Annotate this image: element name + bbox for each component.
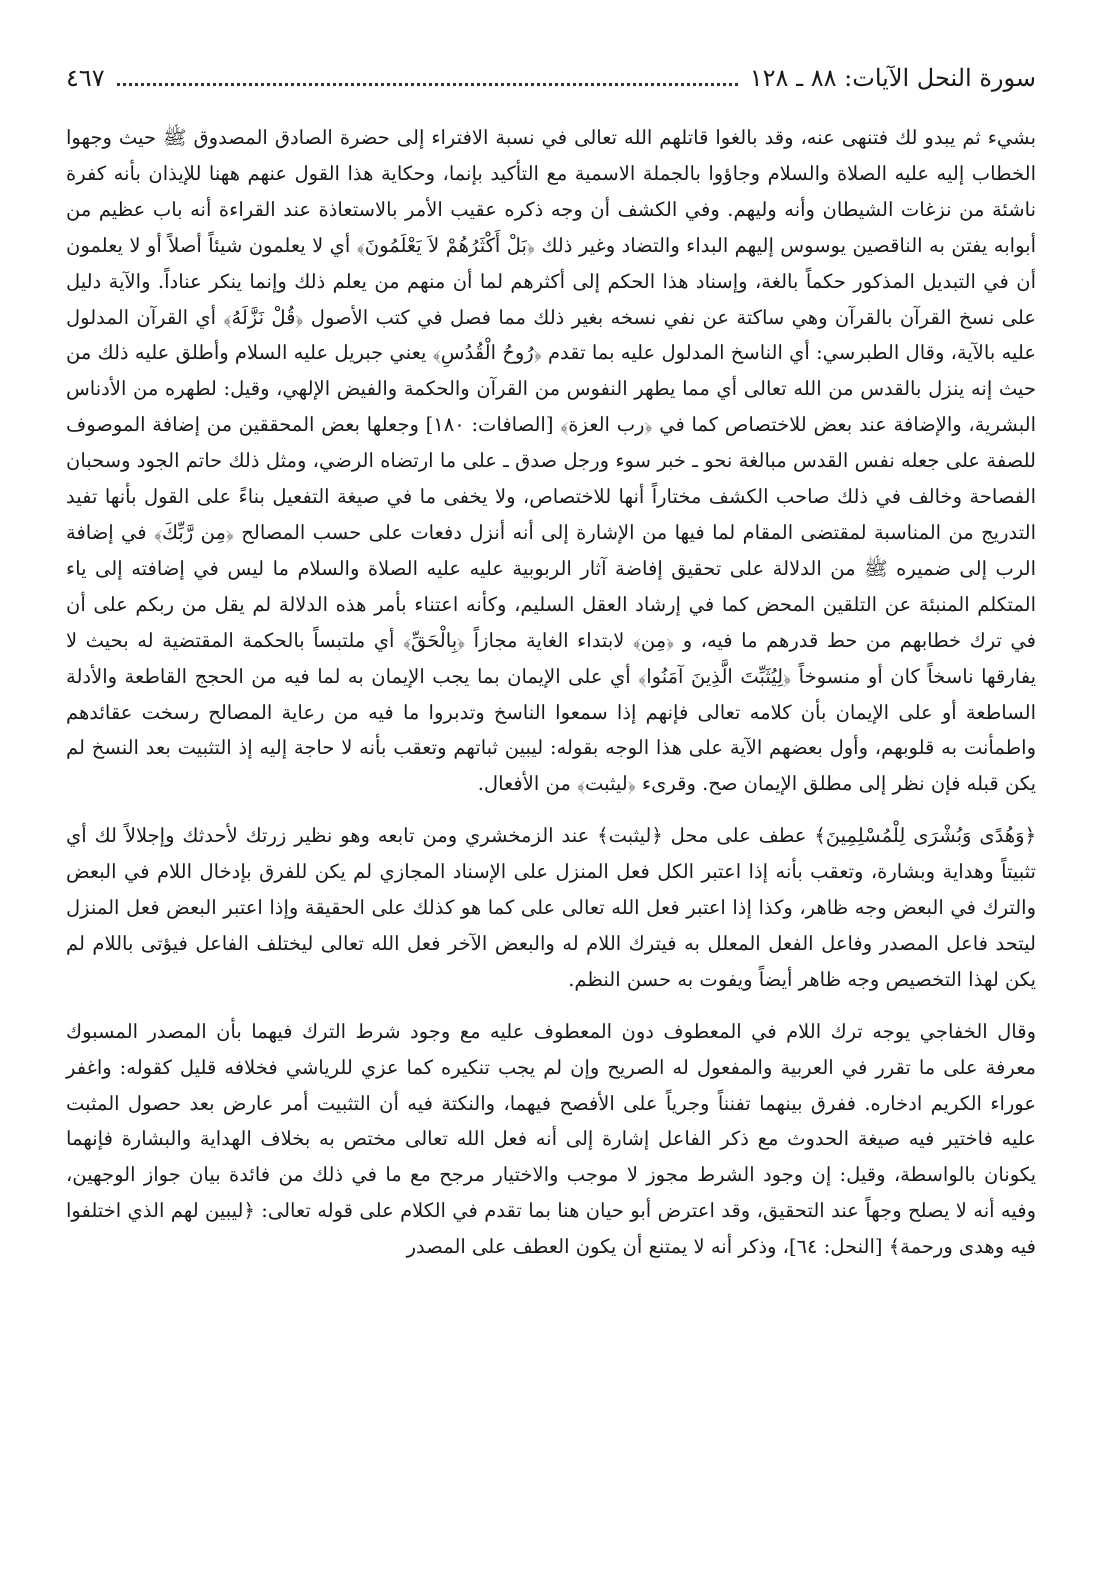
page-header — [66, 58, 1036, 98]
main-text — [66, 120, 1036, 1265]
page-number: ٤٦٧ — [66, 64, 105, 92]
paragraph-3: وقال الخفاجي يوجه ترك اللام في المعطوف دون المعطوف عليه مع وجود شرط الترك فيهما بأن المصدر المسبوك معرفة على ما تقرر في العربية والمفعول له الصريح وإن لم يجب تنكيره كما عزي للرياشي فخلافه قليل كقوله: واغفر عوراء الكريم ادخاره. ففرق بينهما تفنناً وجرياً على الأفصح فيهما، والنكتة فيه أن التثبيت أمر عارض بعد حصول المثبت عليه فاختير فيه صيغة الحدوث مع ذكر الفاعل إشارة إلى أنه فعل الله تعالى مختص به بخلاف الهداية والبشارة فإنهما يكونان بالواسطة، وقيل: إن وجود الشرط مجوز لا موجب والاختيار مرجح مع ما في ذلك من فائدة بيان جواز الوجهين، وفيه أنه لا يصلح وجهاً عند التحقيق، وقد اعترض أبو حيان هنا بما تقدم في الكلام على قوله تعالى: ﴿ليبين لهم الذي اختلفوا فيه وهدى ورحمة﴾ [النحل: ٦٤]، وذكر أنه لا يمتنع أن يكون العطف على المصدر — [66, 1019, 1036, 1259]
dotted-leader — [117, 83, 738, 86]
paragraph-1: بشيء ثم يبدو لك فتنهى عنه، وقد بالغوا قاتلهم الله تعالى في نسبة الافتراء إلى حضرة الصادق المصدوق ﷺ حيث وجهوا الخطاب إليه عليه الصلاة والسلام وجاؤوا بالجملة الاسمية مع التأكيد بإنما، وحكاية هذا القول عنهم ههنا للإيذان بأنه كفرة ناشئة من نزغات الشيطان وأنه وليهم. وفي الكشف أن وجه ذكره عقيب الأمر بالاستعاذة عند القراءة أنه باب عظيم من أبوابه يفتن به الناقصين يوسوس إليهم البداء والتضاد وغير ذلك ﴿بَلْ أَكْثَرُهُمْ لاَ يَعْلَمُونَ﴾ أي لا يعلمون شيئاً أصلاً أو لا يعلمون أن في التبديل المذكور حكماً بالغة، وإسناد هذا الحكم إلى أكثرهم لما أن منهم من يعلم ذلك وإنما ينكر عناداً. والآية دليل على نسخ القرآن بالقرآن وهي ساكتة عن نفي نسخه بغير ذلك مما فصل في كتب الأصول ﴿قُلْ نَزَّلَهُ﴾ أي القرآن المدلول عليه بالآية، وقال الطبرسي: أي الناسخ المدلول عليه بما تقدم ﴿رُوحُ الْقُدُسِ﴾ يعني جبريل عليه السلام وأطلق عليه ذلك من حيث إنه ينزل بالقدس من الله تعالى أي مما يطهر النفوس من القرآن والحكمة والفيض الإلهي، وقيل: لطهره من الأدناس البشرية، والإضافة عند بعض للاختصاص كما في ﴿رب العزة﴾ [الصافات: ١٨٠] وجعلها بعض المحققين من إضافة الموصوف للصفة على جعله نفس القدس مبالغة نحو ـ خبر سوء ورجل صدق ـ على ما ارتضاه الرضي، ومثل ذلك حاتم الجود وسحبان الفصاحة وخالف في ذلك صاحب الكشف مختاراً أنها للاختصاص، ولا يخفى ما في صيغة التفعيل بناءً على القول بأنها تفيد التدريج من المناسبة لمقتضى المقام لما فيها من الإشارة إلى أنه أنزل دفعات على حسب المصالح ﴿مِن رَّبِّكَ﴾ في إضافة الرب إلى ضميره ﷺ من الدلالة على تحقيق إفاضة آثار الربوبية عليه عليه الصلاة والسلام ما ليس في إضافته إلى ياء المتكلم المنبئة عن التلقين المحض كما في إرشاد العقل السليم، وكأنه اعتناء بأمر هذه الدلالة لم يقل من ربكم على أن في ترك خطابهم من حط قدرهم ما فيه، و ﴿مِن﴾ لابتداء الغاية مجازاً ﴿بِالْحَقِّ﴾ أي ملتبساً بالحكمة المقتضية له بحيث لا يفارقها ناسخاً كان أو منسوخاً ﴿لِيُثَبِّتَ الَّذِينَ آمَنُوا﴾ أي على الإيمان بما يجب الإيمان به لما فيه من الحجج القاطعة والأدلة الساطعة أو على الإيمان بأن كلامه تعالى فإنهم إذا سمعوا الناسخ وتدبروا ما فيه من رعاية المصالح رسخت عقائدهم واطمأنت به قلوبهم، وأول بعضهم الآية على هذا الوجه بقوله: ليبين ثباتهم وتعقب بأنه لا حاجة إليه إذ التثبيت بعد النسخ لم يكن قبله فإن نظر إلى مطلق الإيمان صح. وقرىء ﴿ليثبت﴾ من الأفعال. — [66, 126, 1037, 796]
running-title: سورة النحل الآيات: ٨٨ ـ ١٢٨ — [749, 64, 1036, 92]
paragraph-2: ﴿وَهُدًى وَبُشْرَى لِلْمُسْلِمِينَ﴾ عطف على محل ﴿ليثبت﴾ عند الزمخشري ومن تابعه وهو نظير زرتك لأحدثك وإجلالاً لك أي تثبيتاً وهداية وبشارة، وتعقب بأنه إذا اعتبر الكل فعل المنزل على الإسناد المجازي لم يكن للفرق بإدخال اللام في البعض والترك في البعض وجه ظاهر، وكذا إذا اعتبر فعل الله تعالى على كما هو كذلك على الحقيقة وإذا اعتبر البعض فعل المنزل ليتحد فاعل المصدر وفاعل الفعل المعلل به فيترك اللام له والبعض الآخر فعل الله تعالى ليختلف الفاعل فيؤتى باللام لم يكن لهذا التخصيص وجه ظاهر أيضاً ويفوت به حسن النظم. — [66, 824, 1036, 991]
